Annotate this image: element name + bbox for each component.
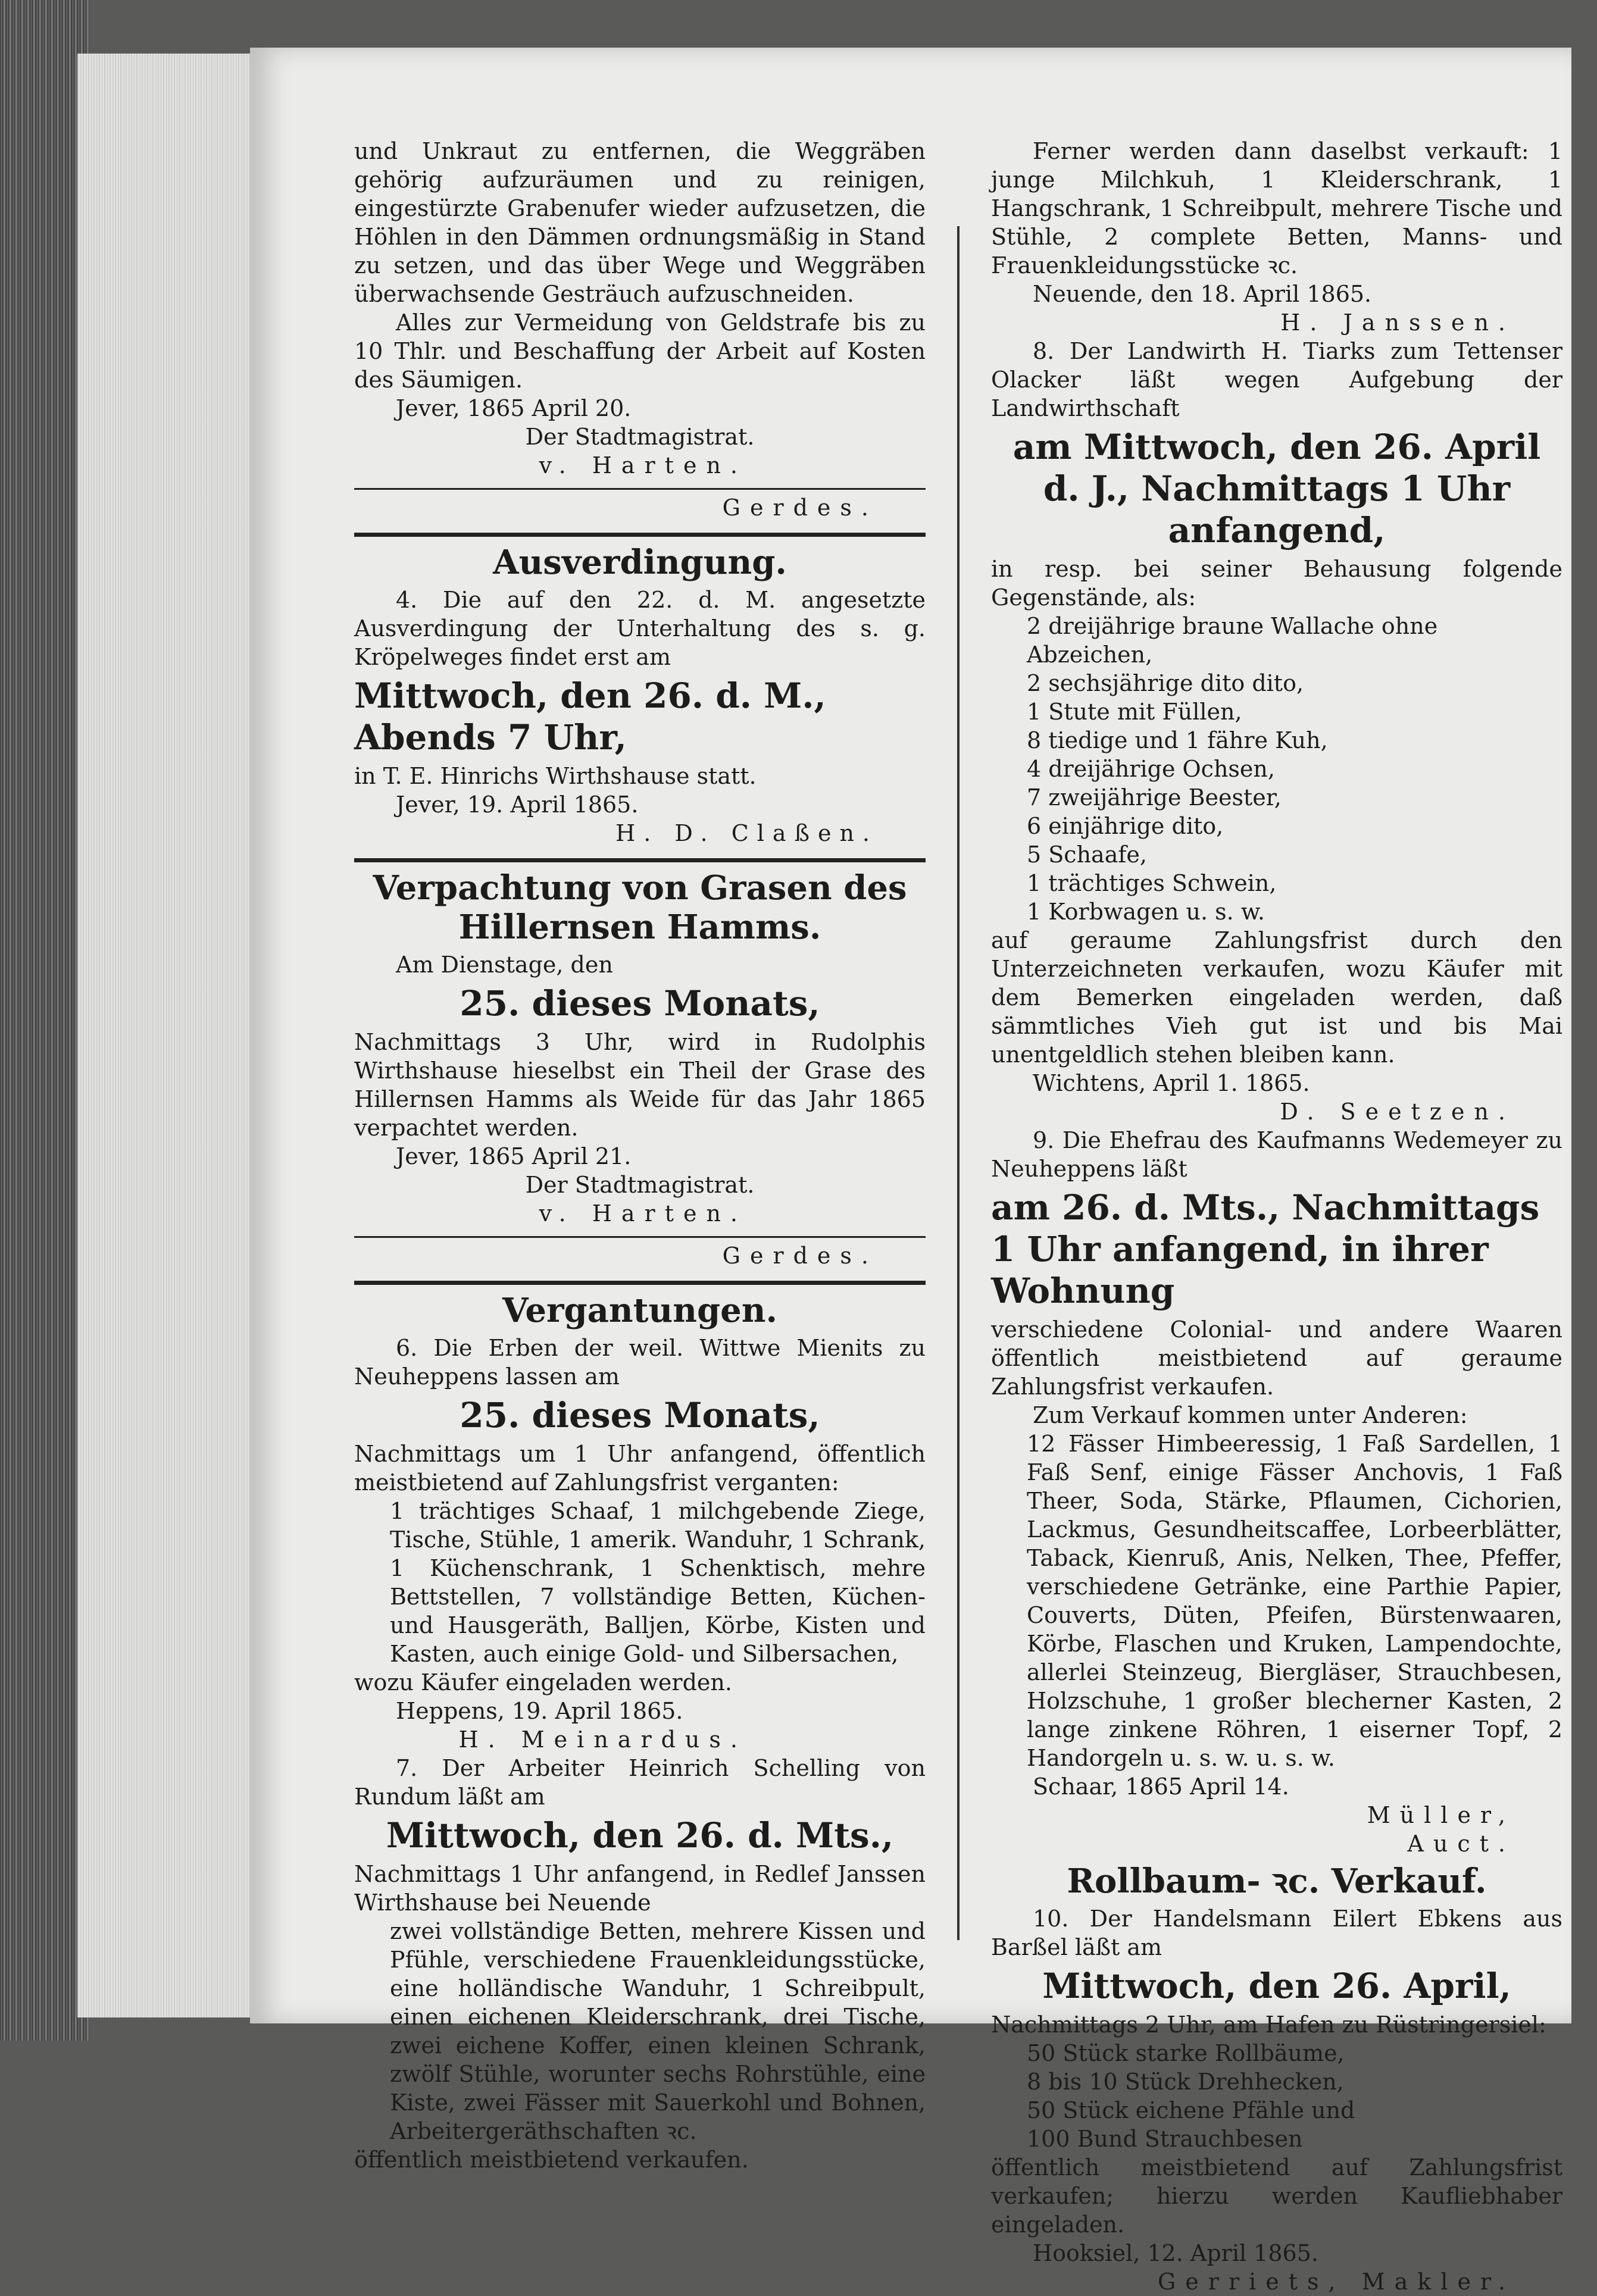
notice-text: auf geraume Zahlungsfrist durch den Unterzeichneten verkaufen, wozu Käufer mit dem Bemerken eingeladen werden, daß sämmtliches Vieh gut ist und bis Mai unentgeldlich stehen bleiben kann. [991, 927, 1562, 1068]
signer: H. Janssen. [1280, 309, 1515, 336]
intro-text: und Unkraut zu entfernen, die Weggräben gehörig aufzuräumen und zu reinigen, eingestürzte Grabenufer wieder aufzusetzen, die Höhlen in den Dämmen ordnungsmäßig in Stand zu setzen, und das über Wege und Weggräben überwachsende Gesträuch aufzuschneiden. [354, 138, 926, 307]
notice-text: verschiedene Colonial- und andere Waaren öffentlich meistbietend auf geraume Zahlungsfrist verkaufen. [991, 1316, 1562, 1400]
place-date: Schaar, 1865 April 14. [1033, 1773, 1289, 1800]
newspaper-page [250, 48, 1571, 2295]
section-title: Vergantungen. [502, 1291, 777, 1330]
signer: v. Harten. [539, 1200, 747, 1227]
notice-date: Mittwoch, den 26. April, [1042, 1966, 1511, 2006]
list-item: 1 Stute mit Füllen, [1027, 699, 1242, 725]
left-column [354, 137, 926, 2174]
divider [354, 1281, 926, 1285]
list-item: 100 Bund Strauchbesen [1027, 2126, 1303, 2152]
place-date: Jever, 19. April 1865. [396, 792, 639, 818]
authority: Der Stadtmagistrat. [525, 1172, 755, 1198]
divider [354, 858, 926, 862]
list-item: 8 bis 10 Stück Drehhecken, [1027, 2069, 1344, 2095]
clerk: Gerdes. [722, 495, 878, 521]
penalty-text: Alles zur Vermeidung von Geldstrafe bis zu 10 Thlr. und Beschaffung der Arbeit auf Kosten des Säumigen. [354, 309, 926, 393]
notice-text: wozu Käufer eingeladen werden. [354, 1669, 732, 1696]
item-list: 1 trächtiges Schaaf, 1 milchgebende Ziege, Tische, Stühle, 1 amerik. Wanduhr, 1 Schrank, 1 Küchenschrank, 1 Schenktisch, mehre Bettstellen, 7 vollständige Betten, Küchen- und Hausgeräth, Balljen, Körbe, Kisten und Kasten, auch einige Gold- und Silbersachen, [390, 1498, 926, 1667]
item-list [991, 2039, 1562, 2153]
notice-text: 8. Der Landwirth H. Tiarks zum Tettenser Olacker läßt wegen Aufgebung der Landwirthschaft [991, 338, 1562, 421]
notice-text: Nachmittags um 1 Uhr anfangend, öffentlich meistbietend auf Zahlungsfrist verganten: [354, 1441, 926, 1496]
notice-text: 6. Die Erben der weil. Wittwe Mienits zu Neuheppens lassen am [354, 1335, 926, 1390]
book-edge [0, 0, 89, 2041]
list-item: 1 Korbwagen u. s. w. [1027, 899, 1265, 925]
column-divider [957, 226, 960, 1940]
place-date: Heppens, 19. April 1865. [396, 1698, 683, 1724]
list-item: 50 Stück starke Rollbäume, [1027, 2040, 1345, 2066]
list-item: 8 tiedige und 1 fähre Kuh, [1027, 727, 1328, 753]
notice-text: 10. Der Handelsmann Eilert Ebkens aus Barßel läßt am [991, 1906, 1562, 1960]
list-item: 4 dreijährige Ochsen, [1027, 756, 1275, 782]
notice-text: öffentlich meistbietend verkaufen. [354, 2147, 749, 2173]
notice-text: Am Dienstage, den [396, 952, 613, 978]
notice-date: 25. dieses Monats, [460, 1395, 820, 1435]
notice-text: Ferner werden dann daselbst verkauft: 1 junge Milchkuh, 1 Kleiderschrank, 1 Hangschrank, 1 Schreibpult, mehrere Tische und Stühle, 2 complete Betten, Manns- und Frauenkleidungsstücke ꝛc. [991, 138, 1562, 279]
list-item: 1 trächtiges Schwein, [1027, 870, 1277, 896]
notice-date: am 26. d. Mts., Nachmittags 1 Uhr anfangend, in ihrer Wohnung [991, 1187, 1540, 1311]
notice-text: 9. Die Ehefrau des Kaufmanns Wedemeyer zu Neuheppens läßt [991, 1127, 1562, 1182]
clerk: Gerdes. [722, 1243, 878, 1269]
notice-date: Mittwoch, den 26. d. Mts., [386, 1815, 894, 1856]
place-date: Neuende, den 18. April 1865. [1033, 281, 1372, 307]
notice-text: Nachmittags 2 Uhr, am Hafen zu Rüstringersiel: [991, 2012, 1546, 2038]
page-stack [77, 54, 256, 2017]
divider [354, 488, 926, 490]
list-item: 2 sechsjährige dito dito, [1027, 670, 1304, 696]
notice-date: 25. dieses Monats, [460, 983, 820, 1024]
list-item: 6 einjährige dito, [1027, 813, 1224, 839]
place-date: Wichtens, April 1. 1865. [1033, 1070, 1310, 1096]
notice-text: Nachmittags 1 Uhr anfangend, in Redlef Janssen Wirthshause bei Neuende [354, 1861, 926, 1916]
item-list: 12 Fässer Himbeeressig, 1 Faß Sardellen, 1 Faß Senf, einige Fässer Anchovis, 1 Faß Theer, Soda, Stärke, Pflaumen, Cichorien, Lackmus, Gesundheitscaffee, Lorbeerblätter, Taback, Kienruß, Anis, Nelken, Thee, Pfeffer, verschiedene Getränke, eine Parthie Papier, Couverts, Düten, Pfeifen, Bürstenwaaren, Körbe, Flaschen und Kruken, Lampendochte, allerlei Steinzeug, Biergläser, Strauchbesen, Holzschuhe, 1 großer blecherner Kasten, 2 lange zinkene Röhren, 1 eiserner Topf, 2 Handorgeln u. s. w. u. s. w. [1027, 1431, 1562, 1771]
place-date: Jever, 1865 April 20. [396, 395, 632, 421]
notice-date: am Mittwoch, den 26. April d. J., Nachmittags 1 Uhr anfangend, [1012, 427, 1541, 550]
item-list [991, 612, 1562, 926]
notice-text: in resp. bei seiner Behausung folgende Gegenstände, als: [991, 556, 1562, 611]
place-date: Hooksiel, 12. April 1865. [1033, 2240, 1318, 2266]
notice-text: 7. Der Arbeiter Heinrich Schelling von Rundum läßt am [354, 1755, 926, 1810]
section-title: Ausverdingung. [493, 543, 787, 582]
divider [354, 1236, 926, 1238]
section-title: Verpachtung von Grasen des Hillernsen Hamms. [373, 868, 907, 947]
right-column [991, 137, 1562, 2296]
list-item: 5 Schaafe, [1027, 842, 1147, 868]
signer-title: Auct. [1407, 1831, 1515, 1857]
notice-text: 4. Die auf den 22. d. M. angesetzte Ausverdingung der Unterhaltung des s. g. Kröpelweges findet erst am [354, 587, 926, 670]
notice-date: Mittwoch, den 26. d. M., Abends 7 Uhr, [354, 675, 826, 758]
list-item: 50 Stück eichene Pfähle und [1027, 2097, 1355, 2123]
place-date: Jever, 1865 April 21. [396, 1143, 632, 1169]
divider [354, 533, 926, 537]
notice-text: öffentlich meistbietend auf Zahlungsfrist verkaufen; hierzu werden Kaufliebhaber eingeladen. [991, 2154, 1562, 2238]
notice-text: Nachmittags 3 Uhr, wird in Rudolphis Wirthshause hieselbst ein Theil der Grase des Hillernsen Hamms als Weide für das Jahr 1865 verpachtet werden. [354, 1029, 926, 1141]
list-item: 7 zweijährige Beester, [1027, 784, 1282, 811]
signer: Müller, [1367, 1802, 1515, 1828]
notice-text: Zum Verkauf kommen unter Anderen: [1033, 1402, 1468, 1428]
signer: H. Meinardus. [458, 1726, 747, 1753]
item-list: zwei vollständige Betten, mehrere Kissen und Pfühle, verschiedene Frauenkleidungsstücke, eine holländische Wanduhr, 1 Schreibpult, einen eichenen Kleiderschrank, drei Tische, zwei eichene Koffer, einen kleinen Schrank, zwölf Stühle, worunter sechs Rohrstühle, eine Kiste, zwei Fässer mit Sauerkohl und Bohnen, Arbeitergeräthschaften ꝛc. [390, 1918, 926, 2144]
notice-text: in T. E. Hinrichs Wirthshause statt. [354, 763, 757, 789]
list-item: 2 dreijährige braune Wallache ohne Abzeichen, [1027, 613, 1438, 668]
section-title: Rollbaum- ꝛc. Verkauf. [1067, 1862, 1487, 1901]
signer: H. D. Claßen. [615, 820, 878, 846]
authority: Der Stadtmagistrat. [525, 424, 755, 450]
signer: D. Seetzen. [1280, 1099, 1515, 1125]
signer: Gerriets, Makler. [1157, 2269, 1515, 2295]
signer: v. Harten. [539, 452, 747, 478]
